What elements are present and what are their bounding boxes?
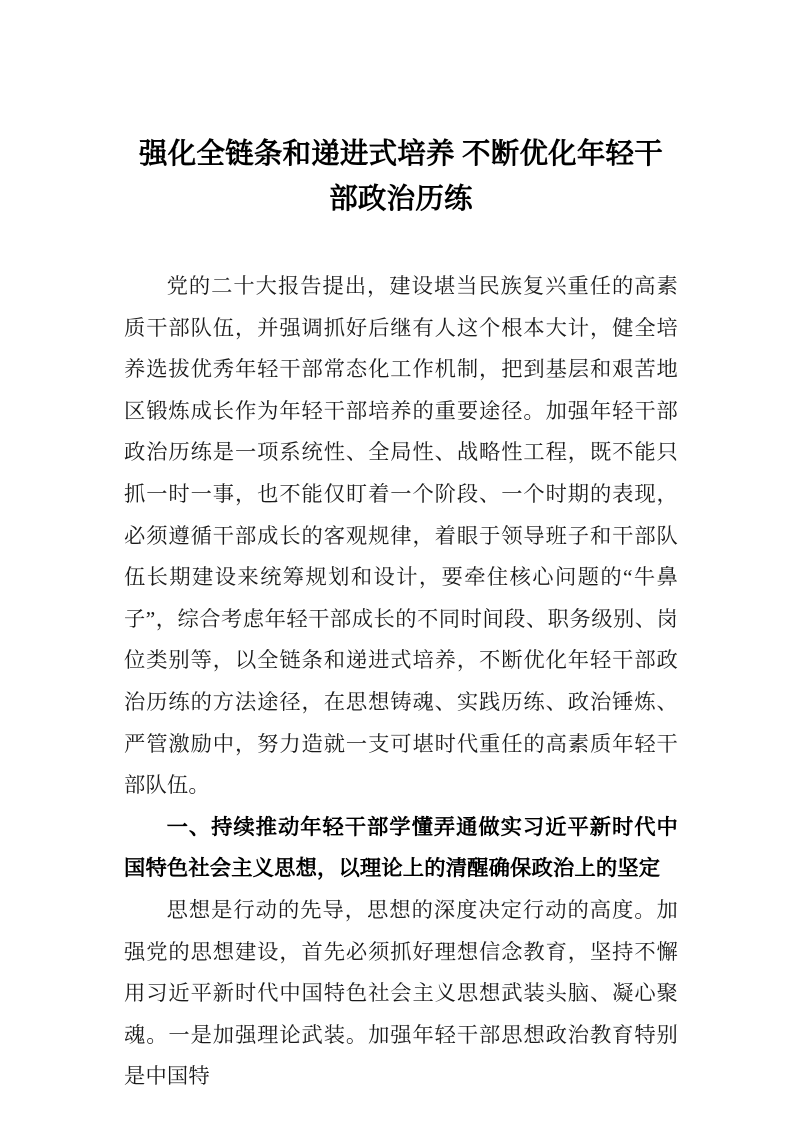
- title-spacer: [124, 222, 678, 266]
- title-line-2: 部政治历练: [329, 184, 473, 215]
- page-title: [124, 132, 678, 222]
- intro-paragraph: 党的二十大报告提出，建设堪当民族复兴重任的高素质干部队伍，并强调抓好后继有人这个根本大计，健全培养选拔优秀年轻干部常态化工作机制，把到基层和艰苦地区锻炼成长作为年轻干部培养的重要途径。加强年轻干部政治历练是一项系统性、全局性、战略性工程，既不能只抓一时一事，也不能仅盯着一个阶段、一个时期的表现，必须遵循干部成长的客观规律，着眼于领导班子和干部队伍长期建设来统筹规划和设计，要牵住核心问题的“牛鼻子”，综合考虑年轻干部成长的不同时间段、职务级别、岗位类别等，以全链条和递进式培养，不断优化年轻干部政治历练的方法途径，在思想铸魂、实践历练、政治锤炼、严管激励中，努力造就一支可堪时代重任的高素质年轻干部队伍。: [124, 274, 678, 798]
- section-one-paragraph: 思想是行动的先导，思想的深度决定行动的高度。加强党的思想建设，首先必须抓好理想信念教育，坚持不懈用习近平新时代中国特色社会主义思想武装头脑、凝心聚魂。一是加强理论武装。加强年轻干部思想政治教育特别是中国特: [124, 897, 678, 1089]
- document-content: [124, 132, 678, 1098]
- section-heading-one: 一、持续推动年轻干部学懂弄通做实习近平新时代中国特色社会主义思想，以理论上的清醒确保政治上的坚定: [124, 814, 678, 881]
- title-line-1: 强化全链条和递进式培养 不断优化年轻干: [139, 139, 663, 170]
